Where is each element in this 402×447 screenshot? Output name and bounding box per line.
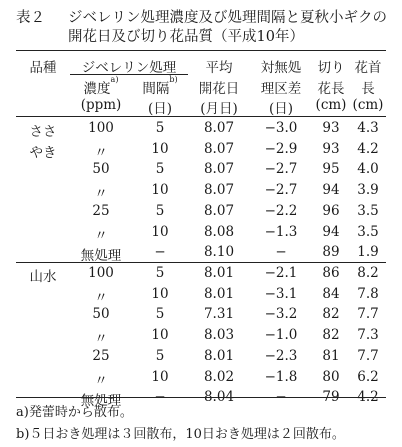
cell-flowering-date: 8.07 [203,140,235,157]
header-neck-length-unit: (cm) [352,97,384,113]
header-difference-l1: 対無処 [260,60,302,76]
cell-concentration: 〃 [94,227,108,244]
header-interval-unit: (日) [147,101,173,117]
table-caption [16,9,396,47]
cell-cut-length: 82 [322,306,340,323]
cell-neck-length: 3.5 [357,202,379,219]
cell-interval: − [154,389,166,406]
header-cut-length-l1: 切り [317,60,345,76]
variety-name-cont: やき [29,145,57,161]
cell-neck-length: 4.3 [357,120,379,136]
cell-interval: − [154,244,166,261]
cell-concentration: 〃 [94,289,108,306]
cell-neck-length: 3.5 [357,223,379,240]
table-top-rule [16,50,386,51]
header-concentration: 濃度$^{a)}$ [83,75,119,97]
header-variety: 品種 [29,60,57,76]
cell-concentration: 25 [92,347,110,364]
cell-flowering-date: 8.02 [203,368,235,385]
cell-interval: 5 [155,161,165,178]
cell-flowering-date: 8.03 [203,327,235,344]
cell-cut-length: 86 [322,265,340,281]
cell-interval: 10 [151,327,169,344]
cell-difference: −1.3 [264,223,298,240]
cell-cut-length: 82 [322,327,340,344]
cell-interval: 10 [151,368,169,385]
cell-neck-length: 4.2 [357,389,379,406]
cell-cut-length: 84 [322,285,340,302]
cell-flowering-date: 8.04 [203,389,235,406]
cell-concentration: 100 [88,265,114,281]
cell-interval: 5 [155,306,165,323]
cell-difference: −2.3 [264,347,298,364]
cell-concentration: 無処理 [80,393,122,410]
table-number: 表２ [16,10,45,26]
cell-flowering-date: 8.07 [203,182,235,199]
cell-concentration: 〃 [94,186,108,203]
cell-difference: −2.7 [264,182,298,199]
cell-cut-length: 95 [322,161,340,178]
cell-interval: 10 [151,182,169,199]
header-flowering-date-unit: (月日) [200,101,238,117]
header-cut-length-l2: 花長 [317,81,345,97]
cell-neck-length: 4.2 [357,140,379,157]
cell-interval: 10 [151,223,169,240]
cell-flowering-date: 8.07 [203,202,235,219]
header-interval: 間隔$^{b)}$ [142,75,178,97]
cell-flowering-date: 8.08 [203,223,235,240]
header-concentration-unit: (ppm) [80,97,122,113]
header-gibberellin-treatment: ジベレリン処理 [81,60,177,76]
cell-neck-length: 7.3 [357,327,379,344]
cell-difference: −2.2 [264,202,298,219]
cell-neck-length: 1.9 [357,244,379,261]
cell-cut-length: 80 [322,368,340,385]
cell-neck-length: 8.2 [357,265,379,281]
header-cut-length-unit: (cm) [315,97,347,113]
group-divider-rule [16,262,386,263]
cell-concentration: 50 [92,161,110,178]
cell-flowering-date: 8.01 [203,285,235,302]
cell-cut-length: 93 [322,120,340,136]
cell-concentration: 100 [88,120,114,136]
header-difference-unit: (日) [268,101,294,117]
cell-flowering-date: 8.01 [203,265,235,281]
cell-flowering-date: 8.01 [203,347,235,364]
cell-difference: −3.2 [264,306,298,323]
cell-interval: 10 [151,140,169,157]
header-neck-length-l2: 長 [361,81,375,97]
header-flowering-date-l2: 開花日 [198,81,240,97]
cell-cut-length: 81 [322,347,340,364]
cell-neck-length: 7.7 [357,306,379,323]
cell-cut-length: 96 [322,202,340,219]
cell-interval: 5 [155,202,165,219]
cell-neck-length: 3.9 [357,182,379,199]
cell-cut-length: 94 [322,223,340,240]
cell-cut-length: 89 [322,244,340,261]
cell-concentration: 50 [92,306,110,323]
variety-name: 山水 [29,269,57,285]
cell-concentration: 25 [92,202,110,219]
header-interval-note: b) [169,75,178,84]
cell-difference: −1.8 [264,368,298,385]
cell-flowering-date: 8.07 [203,120,235,136]
cell-difference: −2.7 [264,161,298,178]
footnote-b: b)５日おき処理は３回散布，10日おき処理は２回散布。 [16,427,345,442]
cell-difference: −3.1 [264,285,298,302]
cell-difference: −3.0 [264,120,298,136]
cell-neck-length: 6.2 [357,368,379,385]
cell-cut-length: 79 [322,389,340,406]
cell-interval: 10 [151,285,169,302]
cell-concentration: 〃 [94,372,108,389]
header-flowering-date-l1: 平均 [205,60,233,76]
cell-flowering-date: 8.10 [203,244,235,261]
cell-flowering-date: 8.07 [203,161,235,178]
table-bottom-rule [16,397,386,398]
cell-interval: 5 [155,120,165,136]
cell-interval: 5 [155,347,165,364]
cell-difference: −2.9 [264,140,298,157]
cell-concentration: 〃 [94,144,108,161]
cell-difference: −1.0 [264,327,298,344]
header-bottom-rule [16,116,386,117]
cell-concentration: 〃 [94,331,108,348]
cell-difference: −2.1 [264,265,298,281]
cell-neck-length: 7.7 [357,347,379,364]
cell-flowering-date: 7.31 [203,306,235,323]
header-neck-length-l1: 花首 [354,60,382,76]
cell-neck-length: 4.0 [357,161,379,178]
variety-name: ささ [29,124,57,140]
cell-cut-length: 94 [322,182,340,199]
cell-difference: − [275,244,287,261]
caption-line-1: ジベレリン処理濃度及び処理間隔と夏秋小ギクの [68,10,387,26]
header-difference-l2: 理区差 [260,81,302,97]
cell-cut-length: 93 [322,140,340,157]
cell-interval: 5 [155,265,165,281]
cell-difference: − [275,389,287,406]
cell-concentration: 無処理 [80,248,122,265]
cell-neck-length: 7.8 [357,285,379,302]
caption-line-2: 開花日及び切り花品質（平成10年） [68,29,304,45]
footnote-a: a)発蕾時から散布。 [16,405,133,420]
header-concentration-note: a) [110,75,119,84]
